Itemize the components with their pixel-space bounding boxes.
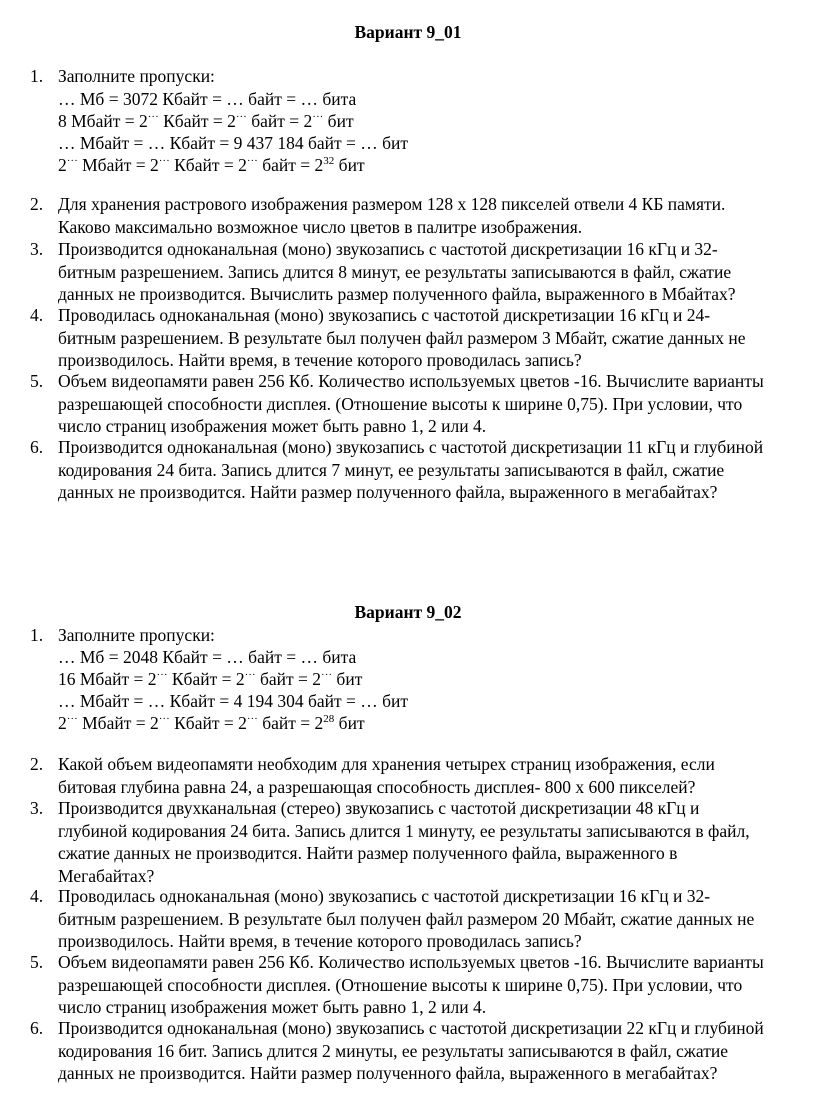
- task-text-line: Проводилась одноканальная (моно) звукозапись с частотой дискретизации 16 кГц и 24-: [58, 305, 711, 325]
- task-number: 3.: [30, 239, 44, 259]
- task-label: Заполните пропуски:: [58, 66, 215, 86]
- task-number: 1.: [30, 66, 44, 86]
- fill-line-3: … Мбайт = … Кбайт = 9 437 184 байт = … бит: [58, 133, 409, 153]
- task-2: [30, 753, 814, 798]
- fill-line-2: 16 Мбайт = 2··· Кбайт = 2··· байт = 2··· бит: [58, 669, 363, 689]
- task-text-line: кодирования 16 бит. Запись длится 2 минуты, ее результаты записываются в файл, сжатие: [58, 1040, 728, 1061]
- task-6: [30, 436, 814, 504]
- task-text-line: кодирования 24 бита. Запись длится 7 минут, ее результаты записываются в файл, сжатие: [58, 459, 725, 480]
- task-1: [30, 624, 814, 647]
- task-text-line: глубиной кодирования 24 бита. Запись длится 1 минуту, ее результаты записываются в файл,: [58, 820, 750, 841]
- task-label: Заполните пропуски:: [58, 625, 215, 645]
- task-text-line: Производится одноканальная (моно) звукозапись с частотой дискретизации 16 кГц и 32-: [58, 239, 718, 259]
- variant-title: Вариант 9_02: [354, 602, 462, 622]
- task-text-line: производилось. Найти время, в течение которого проводилась запись?: [58, 350, 582, 370]
- task-text-line: Для хранения растрового изображения размером 128 x 128 пикселей отвели 4 КБ памяти.: [58, 194, 726, 214]
- fill-line-1: … Мб = 2048 Кбайт = … байт = … бита: [58, 647, 357, 667]
- task-text-line: данных не производится. Найти размер полученного файла, выраженного в мегабайтах?: [58, 1063, 718, 1083]
- task-number: 1.: [30, 625, 44, 645]
- task-4: [30, 304, 814, 372]
- task-3: [30, 238, 814, 306]
- fill-line-2: 8 Мбайт = 2··· Кбайт = 2··· байт = 2··· бит: [58, 111, 354, 131]
- task-text-line: производилось. Найти время, в течение которого проводилась запись?: [58, 931, 582, 951]
- task-text-line: битовая глубина равна 24, а разрешающая способность дисплея- 800 х 600 пикселей?: [58, 776, 696, 797]
- fill-line-1: … Мб = 3072 Кбайт = … байт = … бита: [58, 89, 357, 109]
- task-6: [30, 1017, 814, 1085]
- task-number: 5.: [30, 371, 44, 391]
- task-text-line: данных не производится. Найти размер полученного файла, выраженного в мегабайтах?: [58, 482, 718, 502]
- task-4: [30, 885, 814, 953]
- task-text-line: Проводилась одноканальная (моно) звукозапись с частотой дискретизации 16 кГц и 32-: [58, 886, 711, 906]
- task-number: 2.: [30, 194, 44, 214]
- task-number: 3.: [30, 798, 44, 818]
- task-text-line: битным разрешением. В результате был получен файл размером 20 Мбайт, сжатие данных не: [58, 908, 755, 929]
- task-number: 4.: [30, 305, 44, 325]
- task-text-line: Производится двухканальная (стерео) звукозапись с частотой дискретизации 48 кГц и: [58, 798, 700, 818]
- task-text-line: данных не производится. Вычислить размер полученного файла, выраженного в Мбайтах?: [58, 284, 736, 304]
- task-5: [30, 951, 814, 1019]
- task-text-line: битным разрешением. В результате был получен файл размером 3 Мбайт, сжатие данных не: [58, 327, 746, 348]
- fill-line-4: 2··· Мбайт = 2··· Кбайт = 2··· байт = $2^{28}$ бит: [58, 713, 365, 733]
- task-text-line: число страниц изображения может быть равно 1, 2 или 4.: [58, 997, 487, 1017]
- task-text-line: Производится одноканальная (моно) звукозапись с частотой дискретизации 11 кГц и глубиной: [58, 437, 764, 457]
- task-text-line: сжатие данных не производится. Найти размер полученного файла, выраженного в: [58, 843, 678, 863]
- task-text-line: разрешающей способности дисплея. (Отношение высоты к ширине 0,75). При условии, что: [58, 974, 743, 995]
- task-text-line: Мегабайтах?: [58, 865, 155, 886]
- task-2: [30, 193, 814, 238]
- task-number: 6.: [30, 1018, 44, 1038]
- variant-title: Вариант 9_01: [354, 22, 462, 42]
- task-text-line: Объем видеопамяти равен 256 Кб. Количество используемых цветов -16. Вычислите варианты: [58, 952, 764, 972]
- task-3: [30, 797, 814, 887]
- task-number: 2.: [30, 754, 44, 774]
- fill-line-4: 2··· Мбайт = 2··· Кбайт = 2··· байт = $2^{32}$ бит: [58, 155, 365, 175]
- task-number: 5.: [30, 952, 44, 972]
- task-text-line: Каково максимально возможное число цветов в палитре изображения.: [58, 216, 583, 237]
- task-5: [30, 370, 814, 438]
- task-text-line: Какой объем видеопамяти необходим для хранения четырех страниц изображения, если: [58, 754, 715, 774]
- task-number: 4.: [30, 886, 44, 906]
- task-number: 6.: [30, 437, 44, 457]
- fill-line-3: … Мбайт = … Кбайт = 4 194 304 байт = … бит: [58, 691, 409, 711]
- task-text-line: число страниц изображения может быть равно 1, 2 или 4.: [58, 416, 487, 436]
- task-text-line: Производится одноканальная (моно) звукозапись с частотой дискретизации 22 кГц и глубиной: [58, 1018, 764, 1038]
- task-text-line: битным разрешением. Запись длится 8 минут, ее результаты записываются в файл, сжатие: [58, 261, 732, 282]
- task-text-line: Объем видеопамяти равен 256 Кб. Количество используемых цветов -16. Вычислите варианты: [58, 371, 764, 391]
- task-1: [30, 65, 814, 88]
- task-text-line: разрешающей способности дисплея. (Отношение высоты к ширине 0,75). При условии, что: [58, 393, 743, 414]
